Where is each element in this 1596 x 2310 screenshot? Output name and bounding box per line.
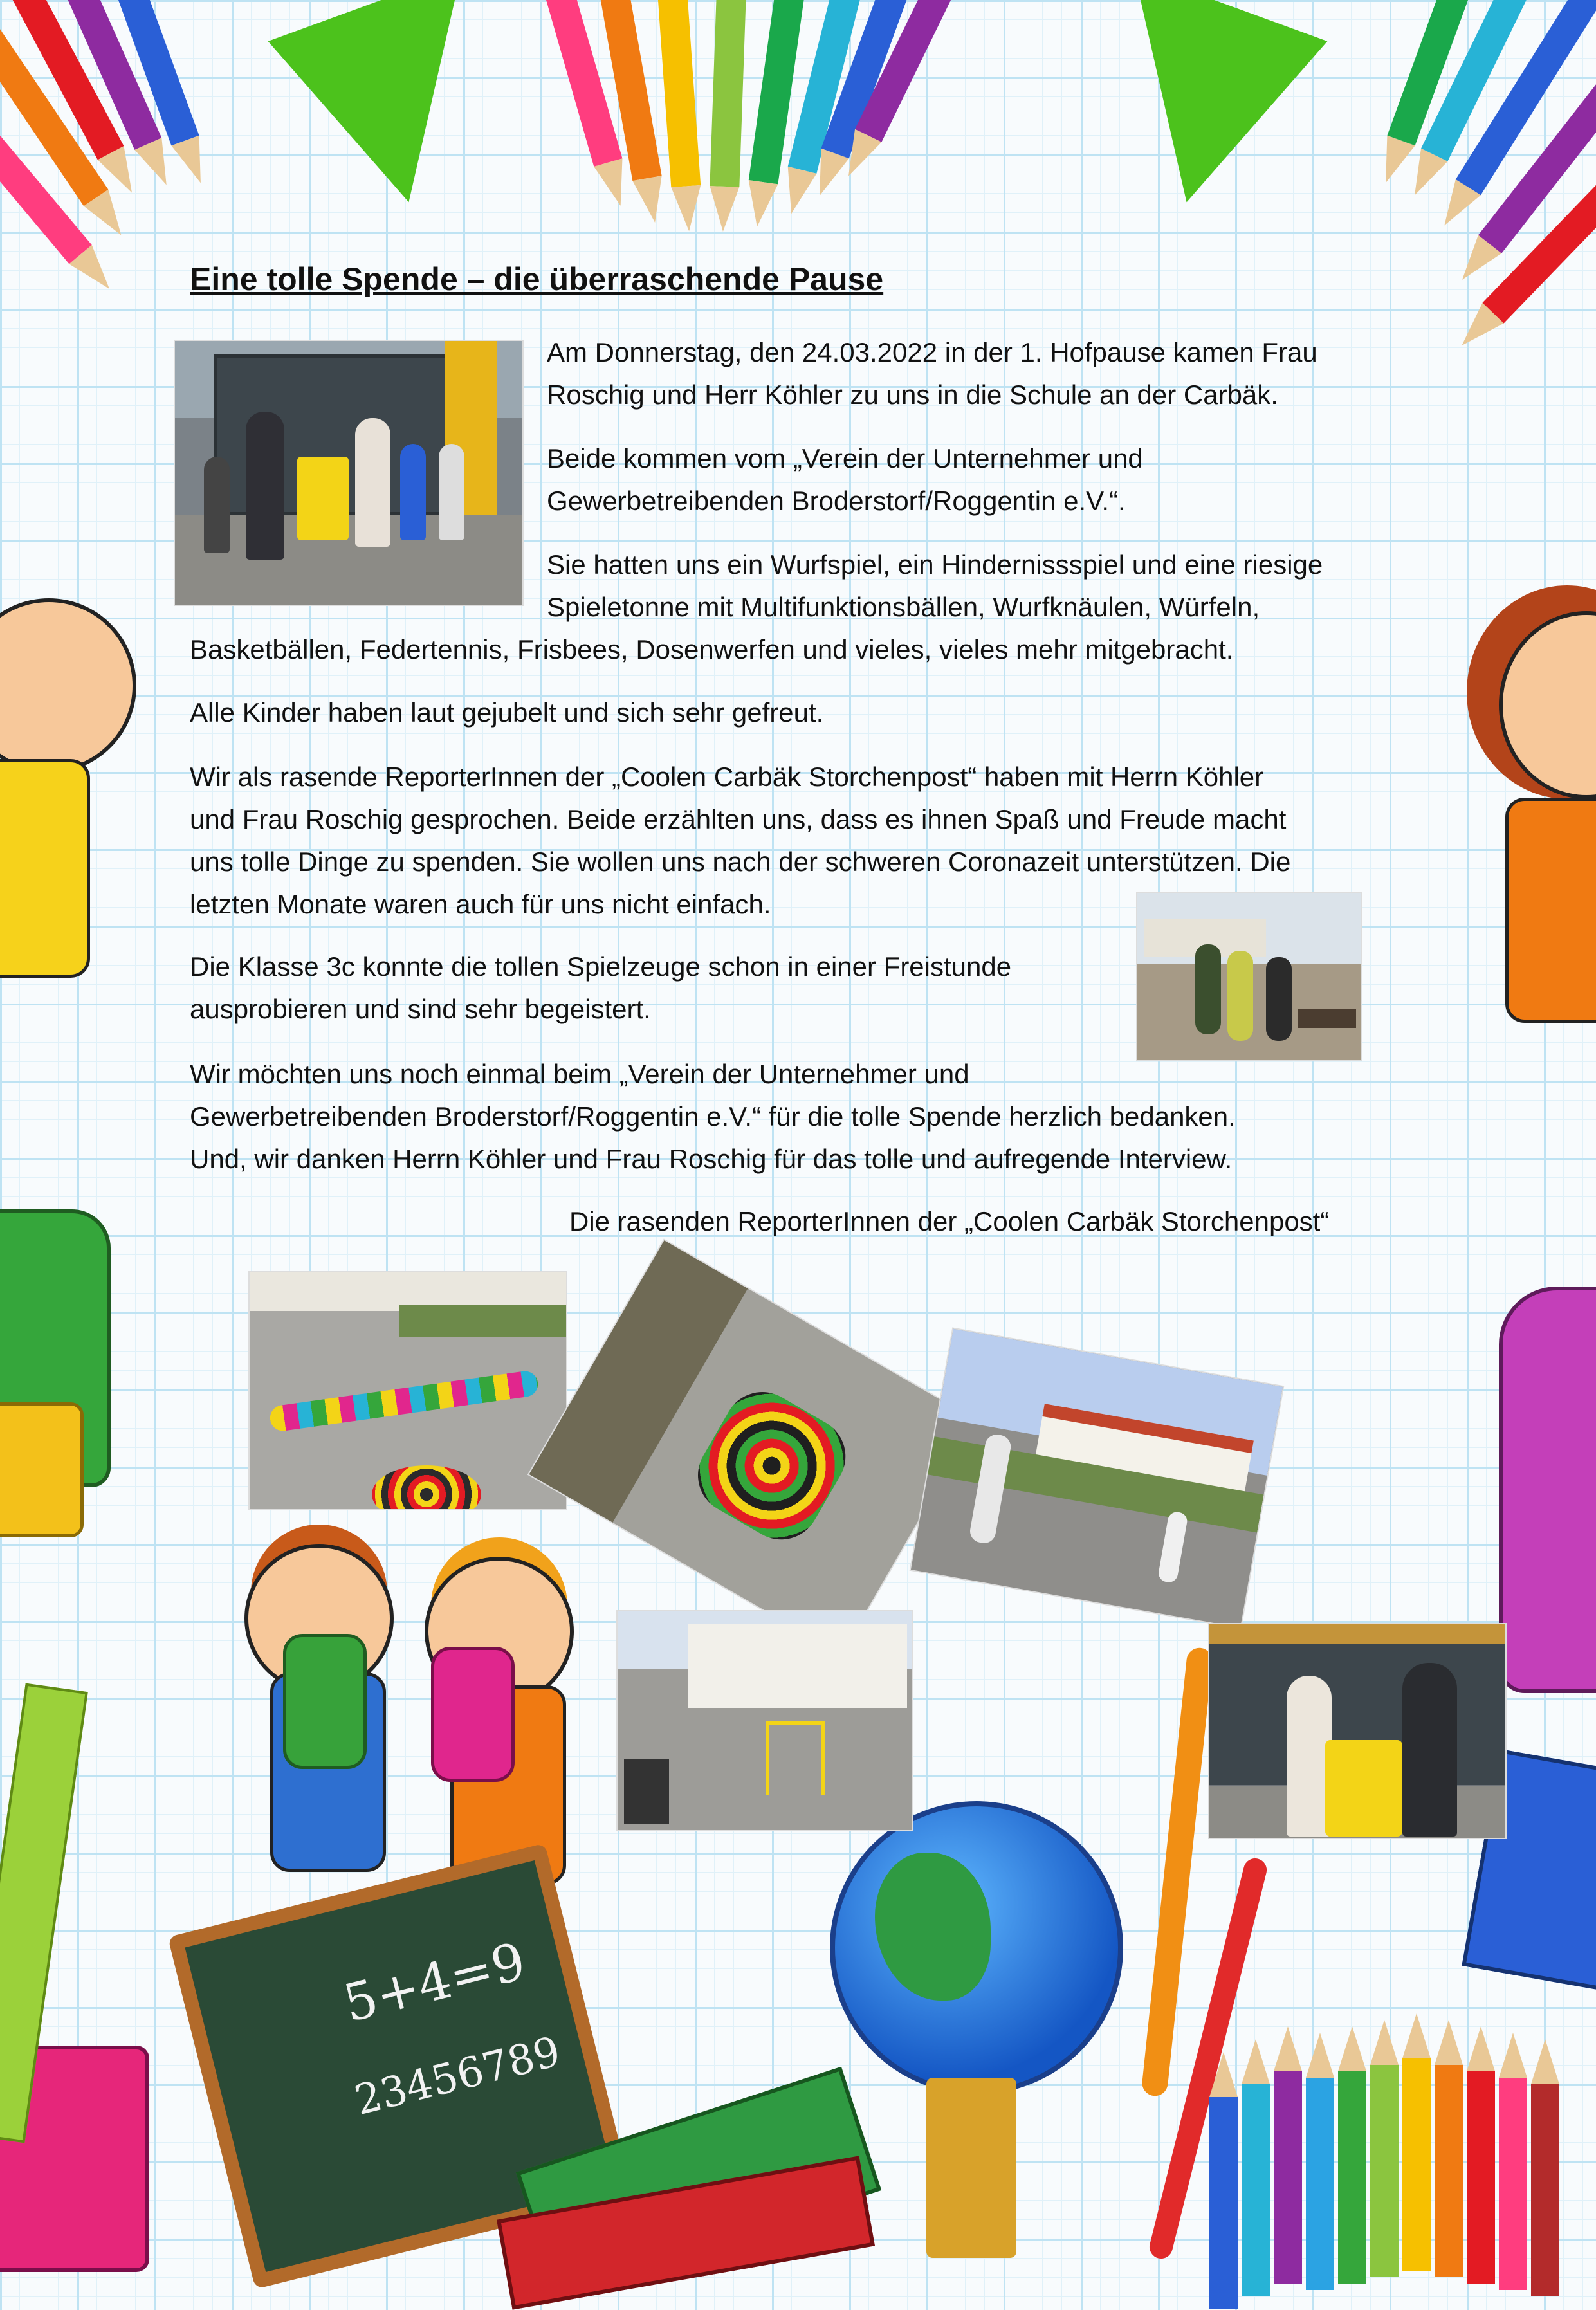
pencil-icon (1370, 2065, 1399, 2277)
backpack-icon (1499, 1287, 1596, 1693)
pencil-icon (1338, 2071, 1366, 2284)
person-icon (246, 412, 284, 560)
photo-hexagon-game (529, 1240, 977, 1655)
paragraph-1-line-2: Roschig und Herr Köhler zu uns in die Schule an der Carbäk. (547, 380, 1278, 410)
pencil-icon (1274, 2071, 1302, 2284)
paragraph-5-line-4: letzten Monate waren auch für uns nicht einfach. (190, 889, 771, 919)
paragraph-3-line-1: Sie hatten uns ein Wurfspiel, ein Hindernissspiel und eine riesige (547, 549, 1323, 580)
cartoon-girl-icon (1499, 611, 1596, 799)
hurdle-icon (766, 1721, 825, 1795)
grass-strip (399, 1305, 566, 1337)
paragraph-4: Alle Kinder haben laut gejubelt und sich sehr gefreut. (190, 697, 824, 728)
article-title: Eine tolle Spende – die überraschende Pause (190, 261, 884, 297)
yellow-bin-icon (297, 457, 349, 540)
paragraph-7-line-2: Gewerbetreibenden Broderstorf/Roggentin e.V.“ für die tolle Spende herzlich bedanken. (190, 1101, 1236, 1132)
pencil-icon (1531, 2084, 1559, 2296)
child-icon (1157, 1510, 1189, 1584)
pencil-icon (1242, 2084, 1270, 2296)
pencil-icon (710, 0, 748, 187)
child-icon (1195, 944, 1221, 1034)
chalkboard-line-2: 23456789 (350, 2028, 565, 2125)
paragraph-2 (547, 437, 1447, 522)
cartoon-boy-icon (0, 598, 136, 773)
globe-stand (926, 2078, 1016, 2258)
pencil-icon (1306, 2078, 1334, 2290)
paragraph-3-intro (547, 544, 1447, 628)
child-icon (1227, 951, 1253, 1041)
photo-schoolyard-kids (1137, 893, 1361, 1060)
paragraph-1-line-1: Am Donnerstag, den 24.03.2022 in der 1. Hofpause kamen Frau (547, 337, 1317, 367)
yellow-bin-icon (1325, 1740, 1402, 1837)
pencil-icon (1402, 2058, 1431, 2271)
photo-throwing-game (911, 1329, 1283, 1628)
cartoon-boy-shirt (0, 759, 90, 978)
paragraph-5-line-2: und Frau Roschig gesprochen. Beide erzählten uns, dass es ihnen Spaß und Freude macht (190, 804, 1287, 834)
photo-chalk-path (250, 1272, 566, 1509)
child-icon (1266, 957, 1292, 1041)
cartoon-girl-dress (1505, 798, 1596, 1023)
paragraph-6 (190, 946, 1155, 1031)
chalkboard-line-1: 5+4=9 (338, 1930, 531, 2034)
photo-donors-bin (1209, 1624, 1505, 1838)
paper-plane-icon (268, 0, 530, 228)
green-backpack-icon (283, 1634, 367, 1769)
backpack-pocket (0, 1402, 84, 1537)
person-icon (1402, 1663, 1457, 1837)
hexagon-mat-icon (372, 1465, 481, 1509)
photo-hurdle-game (618, 1611, 912, 1830)
pencil-icon (1467, 2071, 1495, 2284)
paragraph-7 (190, 1053, 1444, 1180)
person-icon (355, 418, 390, 547)
hexagon-mat-icon (684, 1378, 859, 1554)
paragraph-5-line-3: uns tolle Dinge zu spenden. Sie wollen uns nach der schweren Coronazeit unterstützen. Die (190, 847, 1291, 877)
paragraph-5-line-1: Wir als rasende ReporterInnen der „Coolen Carbäk Storchenpost“ haben mit Herrn Köhler (190, 762, 1264, 792)
paragraph-2-line-1: Beide kommen vom „Verein der Unternehmer und (547, 443, 1143, 473)
paragraph-6-line-1: Die Klasse 3c konnte die tollen Spielzeuge schon in einer Freistunde (190, 951, 1012, 982)
bin-icon (624, 1759, 669, 1824)
paragraph-7-line-1: Wir möchten uns noch einmal beim „Verein der Unternehmer und (190, 1059, 969, 1089)
paragraph-3-line-2: Spieletonne mit Multifunktionsbällen, Wurfknäulen, Würfeln, (547, 592, 1260, 622)
paragraph-2-line-2: Gewerbetreibenden Broderstorf/Roggentin e.V.“. (547, 486, 1126, 516)
pencil-icon (1499, 2078, 1527, 2290)
paragraph-7-line-3: Und, wir danken Herrn Köhler und Frau Roschig für das tolle und aufregende Interview. (190, 1144, 1233, 1174)
child-icon (204, 457, 230, 553)
paper-plane-icon (1066, 0, 1328, 228)
child-icon (400, 444, 426, 540)
signature: Die rasenden ReporterInnen der „Coolen Carbäk Storchenpost“ (569, 1206, 1330, 1236)
bench-icon (1298, 1009, 1356, 1028)
pink-backpack-icon (431, 1647, 515, 1782)
pencil-icon (1435, 2065, 1463, 2277)
paragraph-1 (547, 331, 1447, 416)
school-building (688, 1624, 907, 1708)
chalk-dots (268, 1370, 539, 1433)
pencil-icon (1209, 2097, 1238, 2309)
paragraph-6-line-2: ausprobieren und sind sehr begeistert. (190, 994, 651, 1024)
pencil-icon (654, 0, 701, 187)
paragraph-3-line-3: Basketbällen, Federtennis, Frisbees, Dosenwerfen und vieles, vieles mehr mitgebracht. (190, 634, 1234, 665)
child-icon (439, 444, 464, 540)
photo-donation-group (175, 341, 522, 605)
